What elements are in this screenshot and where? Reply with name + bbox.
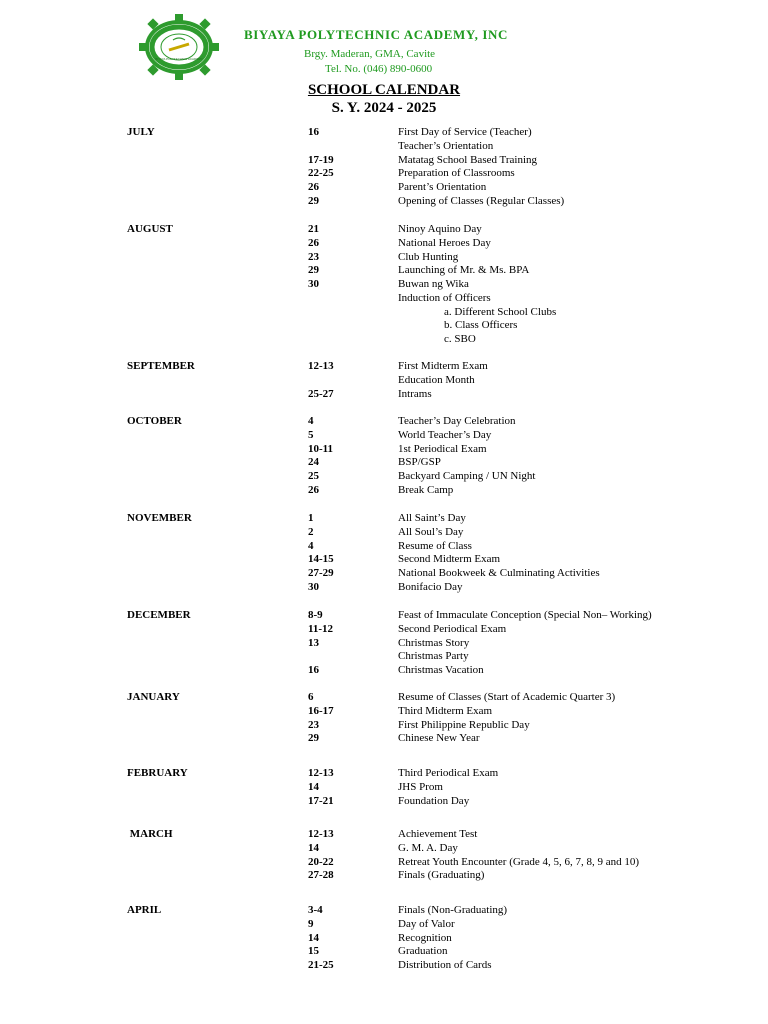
- calendar-entry: [0, 540, 768, 554]
- entry-event: Feast of Immaculate Conception (Special Non– Working): [398, 609, 652, 621]
- calendar-entry: [0, 251, 768, 265]
- entry-date: 12-13: [308, 360, 334, 372]
- calendar-entry: [0, 869, 768, 883]
- calendar-entry: [0, 719, 768, 733]
- month-name: MARCH: [127, 828, 173, 840]
- school-logo: [137, 14, 221, 80]
- calendar-entry: [0, 623, 768, 637]
- entry-event: Bonifacio Day: [398, 580, 463, 593]
- month-name: APRIL: [127, 904, 162, 916]
- entry-event: Recognition: [398, 931, 452, 944]
- month-name: FEBRUARY: [127, 767, 188, 779]
- entry-date: 2: [308, 525, 314, 538]
- entry-date: 14: [308, 931, 319, 944]
- calendar-entry: [0, 904, 768, 918]
- calendar-entry: [0, 388, 768, 402]
- calendar-entry: [0, 415, 768, 429]
- calendar-entry: [0, 223, 768, 237]
- entry-date: 4: [308, 415, 314, 427]
- entry-event: National Heroes Day: [398, 236, 491, 249]
- calendar-entry: [0, 581, 768, 595]
- entry-event: Second Periodical Exam: [398, 622, 507, 635]
- entry-date: 4: [308, 539, 314, 552]
- calendar-entry: [0, 842, 768, 856]
- entry-subitem: b. Class Officers: [444, 319, 518, 332]
- entry-date: 9: [308, 917, 314, 930]
- entry-event: Third Midterm Exam: [398, 704, 493, 717]
- entry-date: 11-12: [308, 622, 334, 635]
- entry-date: 13: [308, 636, 319, 649]
- entry-date: 8-9: [308, 609, 323, 621]
- calendar-entry: [0, 856, 768, 870]
- entry-date: 29: [308, 194, 319, 207]
- entry-event: Finals (Non-Graduating): [398, 904, 508, 916]
- entry-event: Matatag School Based Training: [398, 153, 538, 166]
- entry-date: 29: [308, 732, 319, 745]
- calendar-entry: [0, 278, 768, 292]
- entry-event: Third Periodical Exam: [398, 767, 499, 779]
- entry-event: Teacher’s Day Celebration: [398, 415, 516, 427]
- calendar-entry: [0, 781, 768, 795]
- calendar-entry: [0, 456, 768, 470]
- entry-event: Foundation Day: [398, 794, 470, 807]
- calendar-entry: [0, 932, 768, 946]
- entry-event: Graduation: [398, 945, 448, 958]
- entry-date: 22-25: [308, 167, 334, 180]
- calendar-entry: [0, 292, 768, 306]
- entry-event: Buwan ng Wika: [398, 278, 469, 290]
- entry-event: Christmas Vacation: [398, 664, 484, 676]
- entry-event: World Teacher’s Day: [398, 428, 492, 441]
- calendar-entry: [0, 140, 768, 154]
- entry-event: 1st Periodical Exam: [398, 442, 487, 455]
- calendar-entry: [0, 918, 768, 932]
- entry-event: Backyard Camping / UN Night: [398, 470, 536, 482]
- entry-date: 25-27: [308, 387, 334, 400]
- entry-date: 17-19: [308, 153, 334, 166]
- entry-event: Achievement Test: [398, 828, 478, 840]
- month-name: AUGUST: [127, 223, 173, 235]
- month-name: JULY: [127, 126, 155, 138]
- entry-date: 24: [308, 456, 319, 469]
- entry-date: 23: [308, 250, 319, 263]
- school-name: BIYAYA POLYTECHNIC ACADEMY, INC: [244, 27, 508, 42]
- calendar-entry: [0, 650, 768, 664]
- entry-event: Retreat Youth Encounter (Grade 4, 5, 6, 7, 8, 9 and 10): [398, 855, 640, 868]
- entry-date: 5: [308, 428, 314, 441]
- page-title: SCHOOL CALENDAR: [307, 82, 461, 98]
- calendar-entry: [0, 567, 768, 581]
- calendar-entry: [0, 181, 768, 195]
- entry-date: 30: [308, 278, 319, 290]
- entry-event: Opening of Classes (Regular Classes): [398, 194, 565, 207]
- entry-event: All Soul’s Day: [398, 525, 464, 538]
- entry-date: 27-28: [308, 869, 334, 882]
- school-address: Brgy. Maderan, GMA, Cavite: [304, 48, 436, 60]
- entry-event: Day of Valor: [398, 917, 455, 930]
- calendar-entry: [0, 195, 768, 209]
- school-year: S. Y. 2024 - 2025: [331, 100, 437, 116]
- entry-date: 17-21: [308, 794, 334, 807]
- entry-date: 21-25: [308, 959, 334, 971]
- calendar-entry: [0, 553, 768, 567]
- entry-event: Induction of Officers: [398, 291, 491, 304]
- entry-event: G. M. A. Day: [398, 841, 458, 854]
- entry-event: Christmas Story: [398, 636, 470, 649]
- calendar-entry: [0, 306, 768, 320]
- calendar-entry: [0, 167, 768, 181]
- calendar-entry: [0, 512, 768, 526]
- entry-date: 6: [308, 691, 314, 703]
- calendar-entry: [0, 767, 768, 781]
- month-name: SEPTEMBER: [127, 360, 195, 372]
- entry-event: Teacher’s Orientation: [398, 139, 494, 152]
- calendar-entry: [0, 126, 768, 140]
- entry-event: Launching of Mr. & Ms. BPA: [398, 264, 530, 277]
- entry-date: 25: [308, 470, 319, 482]
- entry-date: 26: [308, 181, 319, 193]
- calendar-entry: [0, 470, 768, 484]
- entry-date: 15: [308, 945, 319, 958]
- calendar-entry: [0, 609, 768, 623]
- entry-date: 23: [308, 718, 319, 731]
- entry-date: 26: [308, 236, 319, 249]
- entry-subitem: c. SBO: [444, 333, 476, 345]
- calendar-entry: [0, 664, 768, 678]
- entry-date: 14: [308, 780, 319, 793]
- entry-date: 16: [308, 126, 319, 138]
- entry-date: 16-17: [308, 704, 334, 717]
- calendar-entry: [0, 945, 768, 959]
- school-phone: Tel. No. (046) 890-0600: [325, 63, 433, 75]
- entry-date: 14: [308, 841, 319, 854]
- entry-date: 20-22: [308, 855, 334, 868]
- month-name: NOVEMBER: [127, 512, 192, 524]
- entry-date: 21: [308, 223, 319, 235]
- calendar-entry: [0, 705, 768, 719]
- logo-text: BIYAYA POLYTECHNIC ACADEMY: [155, 57, 203, 61]
- entry-event: Break Camp: [398, 483, 454, 496]
- calendar-entry: [0, 795, 768, 809]
- entry-event: Resume of Classes (Start of Academic Quarter 3): [398, 691, 616, 703]
- entry-date: 27-29: [308, 567, 334, 579]
- calendar-entry: [0, 828, 768, 842]
- calendar-entry: [0, 484, 768, 498]
- calendar-entry: [0, 319, 768, 333]
- entry-event: Christmas Party: [398, 650, 469, 663]
- calendar-entry: [0, 360, 768, 374]
- entry-event: Preparation of Classrooms: [398, 167, 515, 180]
- entry-date: 3-4: [308, 904, 323, 916]
- entry-event: National Bookweek & Culminating Activities: [398, 567, 600, 579]
- entry-event: First Day of Service (Teacher): [398, 126, 532, 138]
- entry-date: 10-11: [308, 442, 334, 455]
- entry-date: 12-13: [308, 828, 334, 840]
- entry-date: 30: [308, 580, 319, 593]
- entry-event: Club Hunting: [398, 250, 459, 263]
- month-name: JANUARY: [127, 691, 180, 703]
- month-name: DECEMBER: [127, 609, 191, 621]
- entry-event: Ninoy Aquino Day: [398, 223, 482, 235]
- calendar-entry: [0, 429, 768, 443]
- entry-date: 14-15: [308, 553, 334, 566]
- entry-event: All Saint’s Day: [398, 512, 466, 524]
- calendar-entry: [0, 526, 768, 540]
- calendar-entry: [0, 959, 768, 973]
- entry-event: BSP/GSP: [398, 456, 441, 469]
- calendar-entry: [0, 264, 768, 278]
- entry-date: 12-13: [308, 767, 334, 779]
- entry-event: Education Month: [398, 373, 475, 386]
- month-name: OCTOBER: [127, 415, 182, 427]
- entry-date: 29: [308, 264, 319, 277]
- entry-event: Distribution of Cards: [398, 959, 492, 971]
- entry-event: Chinese New Year: [398, 732, 480, 745]
- entry-event: Finals (Graduating): [398, 869, 485, 882]
- calendar-entry: [0, 732, 768, 746]
- calendar-entry: [0, 333, 768, 347]
- entry-event: First Midterm Exam: [398, 360, 488, 372]
- entry-event: JHS Prom: [398, 780, 443, 793]
- entry-date: 16: [308, 664, 319, 676]
- entry-date: 26: [308, 483, 319, 496]
- calendar-entry: [0, 374, 768, 388]
- entry-event: Second Midterm Exam: [398, 553, 501, 566]
- entry-event: First Philippine Republic Day: [398, 718, 530, 731]
- entry-date: 1: [308, 512, 314, 524]
- calendar-entry: [0, 691, 768, 705]
- calendar-entry: [0, 637, 768, 651]
- calendar-entry: [0, 443, 768, 457]
- calendar-entry: [0, 237, 768, 251]
- calendar-entry: [0, 154, 768, 168]
- entry-event: Resume of Class: [398, 539, 472, 552]
- entry-subitem: a. Different School Clubs: [444, 305, 557, 318]
- entry-event: Intrams: [398, 387, 432, 400]
- entry-event: Parent’s Orientation: [398, 181, 487, 193]
